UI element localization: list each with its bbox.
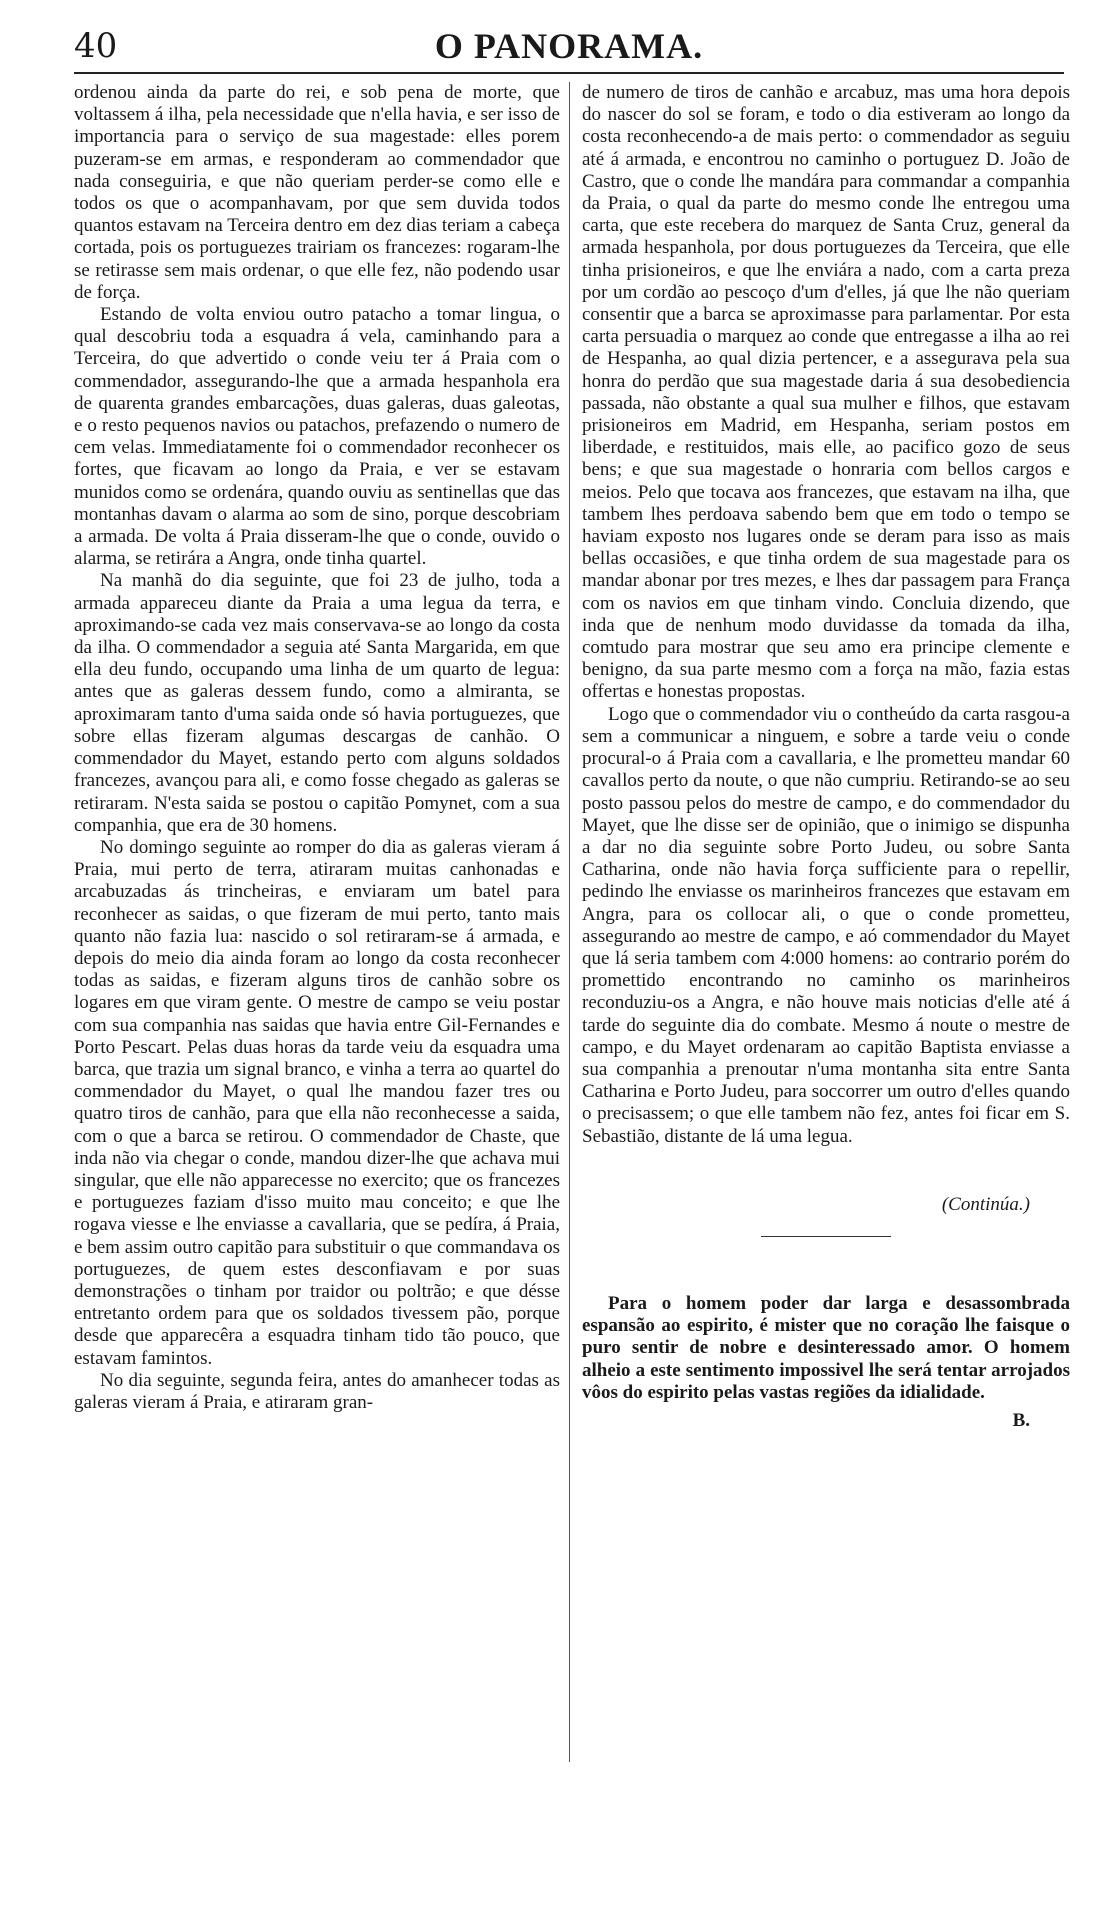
right-column	[582, 82, 1070, 1802]
article-paragraph: Na manhã do dia seguinte, que foi 23 de julho, toda a armada appareceu diante da Praia a uma legua da terra, e aproximando-se cada vez mais conservava-se ao longo da costa da ilha. O commendador a seguia até Santa Margarida, em que ella deu fundo, occupando uma linha de um quarto de legua: antes que as galeras dessem fundo, como a almiranta, se aproximaram tanto d'uma saida onde só havia portuguezes, que sobre ellas fizeram algumas descargas de canhão. O commendador du Mayet, estando perto com alguns soldados francezes, avançou para ali, e como fosse chegado as galeras se retiraram. N'esta saida se postou o capitão Pomynet, com a sua companhia, que era de 30 homens.	[74, 570, 560, 836]
article-paragraph: No domingo seguinte ao romper do dia as galeras vieram á Praia, mui perto de terra, atiraram muitas canhonadas e arcabuzadas ás trincheiras, e enviaram um batel para reconhecer as saidas, o que fizeram de mui perto, tanto mais quanto não fazia lua: nascido o sol retiraram-se á armada, e depois do meio dia ainda foram ao longo da costa reconhecer todas as saidas, e fizeram alguns tiros de canhão sobre os logares em que viram gente. O mestre de campo se veiu postar com sua companhia nas saidas que havia entre Gil-Fernandes e Porto Pescart. Pelas duas horas da tarde veiu da esquadra uma barca, que trazia um signal branco, e vinha a terra ao quartel do commendador du Mayet, o qual lhe mandou fazer tres ou quatro tiros de canhão, para que ella não reconhecesse a saida, com o que a barca se retirou. O commendador de Chaste, que inda não via chegar o conde, mandou dizer-lhe que achava mui singular, que elle não apparecesse no exercito; que os francezes e portuguezes faziam d'isso muito mau conceito; e que lhe rogava viesse e lhe enviasse a cavallaria, que se pedíra, á Praia, e bem assim outro capitão para substituir o que commandava os portuguezes, de quem estes desconfiavam e por suas demonstrações o tinham por traidor ou poltrão; e que désse entretanto ordem para que os soldados tivessem pão, porque desde que apparecêra a esquadra tinham tido tão pouco, que estavam famintos.	[74, 836, 560, 1369]
column-divider	[569, 82, 570, 1762]
closing-note	[582, 1293, 1070, 1404]
page-number: 40	[74, 26, 118, 66]
masthead-title: O PANORAMA.	[434, 26, 704, 66]
article-paragraph: Estando de volta enviou outro patacho a tomar lingua, o qual descobriu toda a esquadra á vela, caminhando para a Terceira, do que advertido o conde veiu ter á Praia com o commendador, assegurando-lhe que a armada hespanhola era de quarenta grandes embarcações, duas galeras, duas galeotas, e o resto pequenos navios ou patachos, prefazendo o numero de cem velas. Immediatamente foi o commendador reconhecer os fortes, que ficavam ao longo da Praia, e ver se estavam munidos como se ordenára, quando ouviu as sentinellas que das montanhas davam o alarma ao som de sino, porque descobriam a armada. De volta á Praia disseram-lhe que o conde, ouvido o alarma, se retirára a Angra, onde tinha quartel.	[74, 304, 560, 570]
author-signature: B.	[1012, 1409, 1030, 1431]
article-paragraph: de numero de tiros de canhão e arcabuz, mas uma hora depois do nascer do sol se foram, e todo o dia estiveram ao longo da costa reconhecendo-a de mais perto: o commendador as seguiu até á armada, e encontrou no caminho o portuguez D. João de Castro, que o conde lhe mandára para commandar a companhia da Praia, o qual da parte do mesmo conde lhe entregou uma carta, que este recebera do marquez de Santa Cruz, general da armada hespanhola, por dous portuguezes da Terceira, que elle tinha prisioneiros, e que lhe enviára a nado, com a carta preza por um cordão ao pescoço d'um d'elles, já que lhe não queriam consentir que a barca se aproximasse para parlamentar. Por esta carta persuadia o marquez ao conde que entregasse a ilha ao rei de Hespanha, ao qual dizia pertencer, e a assegurava pela sua honra do perdão que sua magestade daria á sua desobediencia passada, não obstante a qual sua mulher e filhos, que estavam prisioneiros em Madrid, em Hespanha, seriam postos em liberdade, e restituidos, mais elle, ao pacifico gozo de seus bens; e que sua magestade o honraria com bellos cargos e meios. Pelo que tocava aos francezes, que estavam na ilha, que tambem lhes perdoava sabendo bem que em todo o tempo se haviam exposto nos lugares onde se deram para isso as mais bellas occasiões, e que tinha ordem de sua magestade para os mandar abonar por tres mezes, e lhes dar passagem para França com os navios em que tinham vindo. Concluia dizendo, que inda que de nenhum modo duvidasse da tomada da ilha, comtudo para mostrar que seu amo era principe clemente e benigno, da sua parte mesmo com a força na mão, fazia estas offertas e honestas propostas.	[582, 82, 1070, 703]
note-paragraph: Para o homem poder dar larga e desassombrada espansão ao espirito, é mister que no coração lhe faisque o puro sentir de nobre e desinteressado amor. O homem alheio a este sentimento impossivel lhe será tentar arrojados vôos do espirito pelas vastas regiões da idialidade.	[582, 1292, 1070, 1403]
section-separator	[761, 1236, 891, 1237]
article-paragraph: ordenou ainda da parte do rei, e sob pena de morte, que voltassem á ilha, pela necessidade que n'ella havia, e ser isso de importancia para o serviço de sua magestade: elles porem puzeram-se em armas, e responderam ao commendador que nada conseguiria, e que não queriam perder-se como elle e todos os que o acompanhavam, por que sem duvida todos quantos estavam na Terceira dentro em dez dias teriam a cabeça cortada, pois os portuguezes trairiam os francezes: rogaram-lhe se retirasse sem mais ordenar, o que elle fez, não podendo usar de força.	[74, 82, 560, 303]
article-paragraph: Logo que o commendador viu o contheúdo da carta rasgou-a sem a communicar a ninguem, e sobre a tarde veiu o conde procural-o á Praia com a cavallaria, e lhe prometteu mandar 60 cavallos perto da noute, o que não cumpriu. Retirando-se ao seu posto passou pelos do mestre de campo, e do commendador du Mayet, que lhe disse ser de opinião, que o inimigo se dispunha a dar no dia seguinte sobre Porto Judeu, ou sobre Santa Catharina, onde não havia força sufficiente para o repellir, pedindo lhe enviasse os marinheiros francezes que estavam em Angra, para os collocar ali, o que o conde prometteu, assegurando ao mestre de campo, e aó commendador du Mayet que lá seria tambem com 4:000 homens: ao contrario porém do promettido encontrando no caminho os marinheiros reconduziu-os a Angra, e não houve mais noticias d'elle até á tarde do seguinte dia do combate. Mesmo á noute o mestre de campo, e du Mayet ordenaram ao capitão Baptista enviasse a sua companhia a prenoutar n'uma montanha sita entre Santa Catharina e Porto Judeu, para soccorrer um outro d'elles quando o precisassem; o que elle tambem não fez, antes foi ficar em S. Sebastião, distante de lá uma legua.	[582, 703, 1070, 1147]
header-rule	[74, 72, 1064, 74]
left-column	[74, 82, 560, 1782]
article-paragraph: No dia seguinte, segunda feira, antes do amanhecer todas as galeras vieram á Praia, e atiraram gran-	[74, 1369, 560, 1413]
continua-label: (Continúa.)	[941, 1193, 1030, 1215]
page-header	[74, 26, 1064, 70]
